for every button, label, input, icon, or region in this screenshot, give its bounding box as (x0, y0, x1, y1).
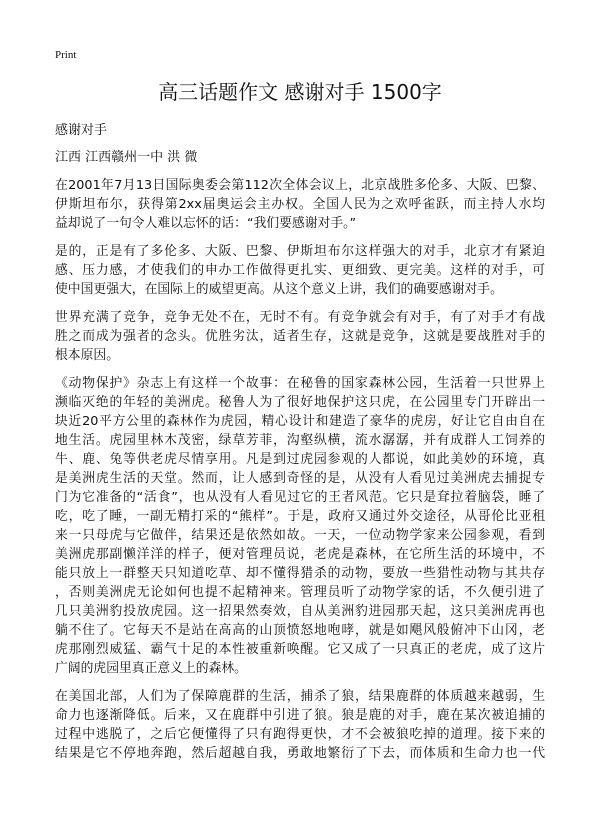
text-line: 在2001年7月13日国际奥委会第112次全体会议上，北京战胜多伦多、大阪、巴黎、 (55, 178, 545, 193)
text-line: 命力也逐渐降低。后来，又在鹿群中引进了狼。狼是鹿的对手，鹿在某次被追捕的 (55, 708, 545, 723)
author-line: 江西 江西赣州一中 洪 微 (55, 150, 198, 165)
print-link[interactable]: Print (55, 49, 77, 61)
page-title: 高三话题作文 感谢对手 1500字 (158, 80, 442, 104)
paragraph (55, 687, 545, 763)
text-line: 结果是它不停地奔跑，然后超越自我，勇敢地繁衍了下去，而体质和生命力也一代 (55, 746, 545, 761)
text-line: 濒临灭绝的年轻的美洲虎。秘鲁人为了很好地保护这只虎，在公园里专门开辟出一 (55, 395, 545, 410)
paragraph (55, 308, 545, 365)
text-line: 躺不住了。它每天不是站在高高的山顶愤怒地咆哮，就是如飓风般俯冲下山冈，老 (55, 623, 545, 638)
paragraph (55, 176, 545, 233)
text-line: 使中国更强大，在国际上的威望更高。从这个意义上讲，我们的确要感谢对手。 (55, 282, 503, 297)
text-line: 在美国北部，人们为了保障鹿群的生活，捕杀了狼，结果鹿群的体质越来越弱，生 (55, 689, 545, 704)
paragraph (55, 374, 545, 678)
text-line: 来一只母虎与它做伴，结果还是依然如故。一天，一位动物学家来公园参观，看到 (55, 528, 545, 543)
text-line: 门为它准备的“活食”，也从没有人看见过它的王者风范。它只是耷拉着脑袋，睡了 (55, 490, 545, 505)
text-line: ，否则美洲虎无论如何也提不起精神来。管理员听了动物学家的话，不久便引进了 (55, 585, 545, 600)
text-line: 块近20平方公里的森林作为虎园，精心设计和建造了豪华的虎房，好让它自由自在 (55, 414, 545, 429)
text-line: 感、压力感，才使我们的申办工作做得更扎实、更细致、更完美。这样的对手，可 (55, 263, 545, 278)
text-line: 是的，正是有了多伦多、大阪、巴黎、伊斯坦布尔这样强大的对手，北京才有紧迫 (55, 244, 545, 259)
text-line: 地生活。虎园里林木茂密，绿草芳菲，沟壑纵横，流水潺潺，并有成群人工饲养的 (55, 433, 545, 448)
text-line: 胜之而成为强者的念头。优胜劣汰，适者生存，这就是竞争，这就是要战胜对手的 (55, 329, 545, 344)
text-line: 能只放上一群整天只知道吃草、却不懂得猎杀的动物，要放一些猎性动物与其共存 (55, 566, 545, 581)
text-line: 伊斯坦布尔，获得第2xx届奥运会主办权。全国人民为之欢呼雀跃，而主持人水均 (55, 197, 545, 212)
text-line: 牛、鹿、兔等供老虎尽情享用。凡是到过虎园参观的人都说，如此美妙的环境，真 (55, 452, 545, 467)
text-line: 广阔的虎园里真正意义上的森林。 (55, 661, 247, 676)
text-line: 《动物保护》杂志上有这样一个故事：在秘鲁的国家森林公园，生活着一只世界上 (55, 376, 545, 391)
text-line: 世界充满了竞争，竞争无处不在，无时不有。有竞争就会有对手，有了对手才有战 (55, 310, 545, 325)
text-line: 虎那刚烈威猛、霸气十足的本性被重新唤醒。它又成了一只真正的老虎，成了这片 (55, 642, 545, 657)
paragraph (55, 242, 545, 299)
text-line: 益却说了一句令人难以忘怀的话：“我们要感谢对手。” (55, 216, 357, 231)
text-line: 美洲虎那副懒洋洋的样子，便对管理员说，老虎是森林，在它所生活的环境中，不 (55, 547, 545, 562)
text-line: 几只美洲豹投放虎园。这一招果然奏效，自从美洲豹进园那天起，这只美洲虎再也 (55, 604, 545, 619)
essay-title: 感谢对手 (55, 123, 108, 138)
text-line: 过程中逃脱了，之后它便懂得了只有跑得更快，才不会被狼吃掉的道理。接下来的 (55, 727, 545, 742)
text-line: 吃，吃了睡，一副无精打采的“熊样”。于是，政府又通过外交途径，从哥伦比亚租 (55, 509, 545, 524)
text-line: 根本原因。 (55, 348, 119, 363)
text-line: 是美洲虎生活的天堂。然而，让人感到奇怪的是，从没有人看见过美洲虎去捕捉专 (55, 471, 545, 486)
article-body (55, 176, 545, 772)
